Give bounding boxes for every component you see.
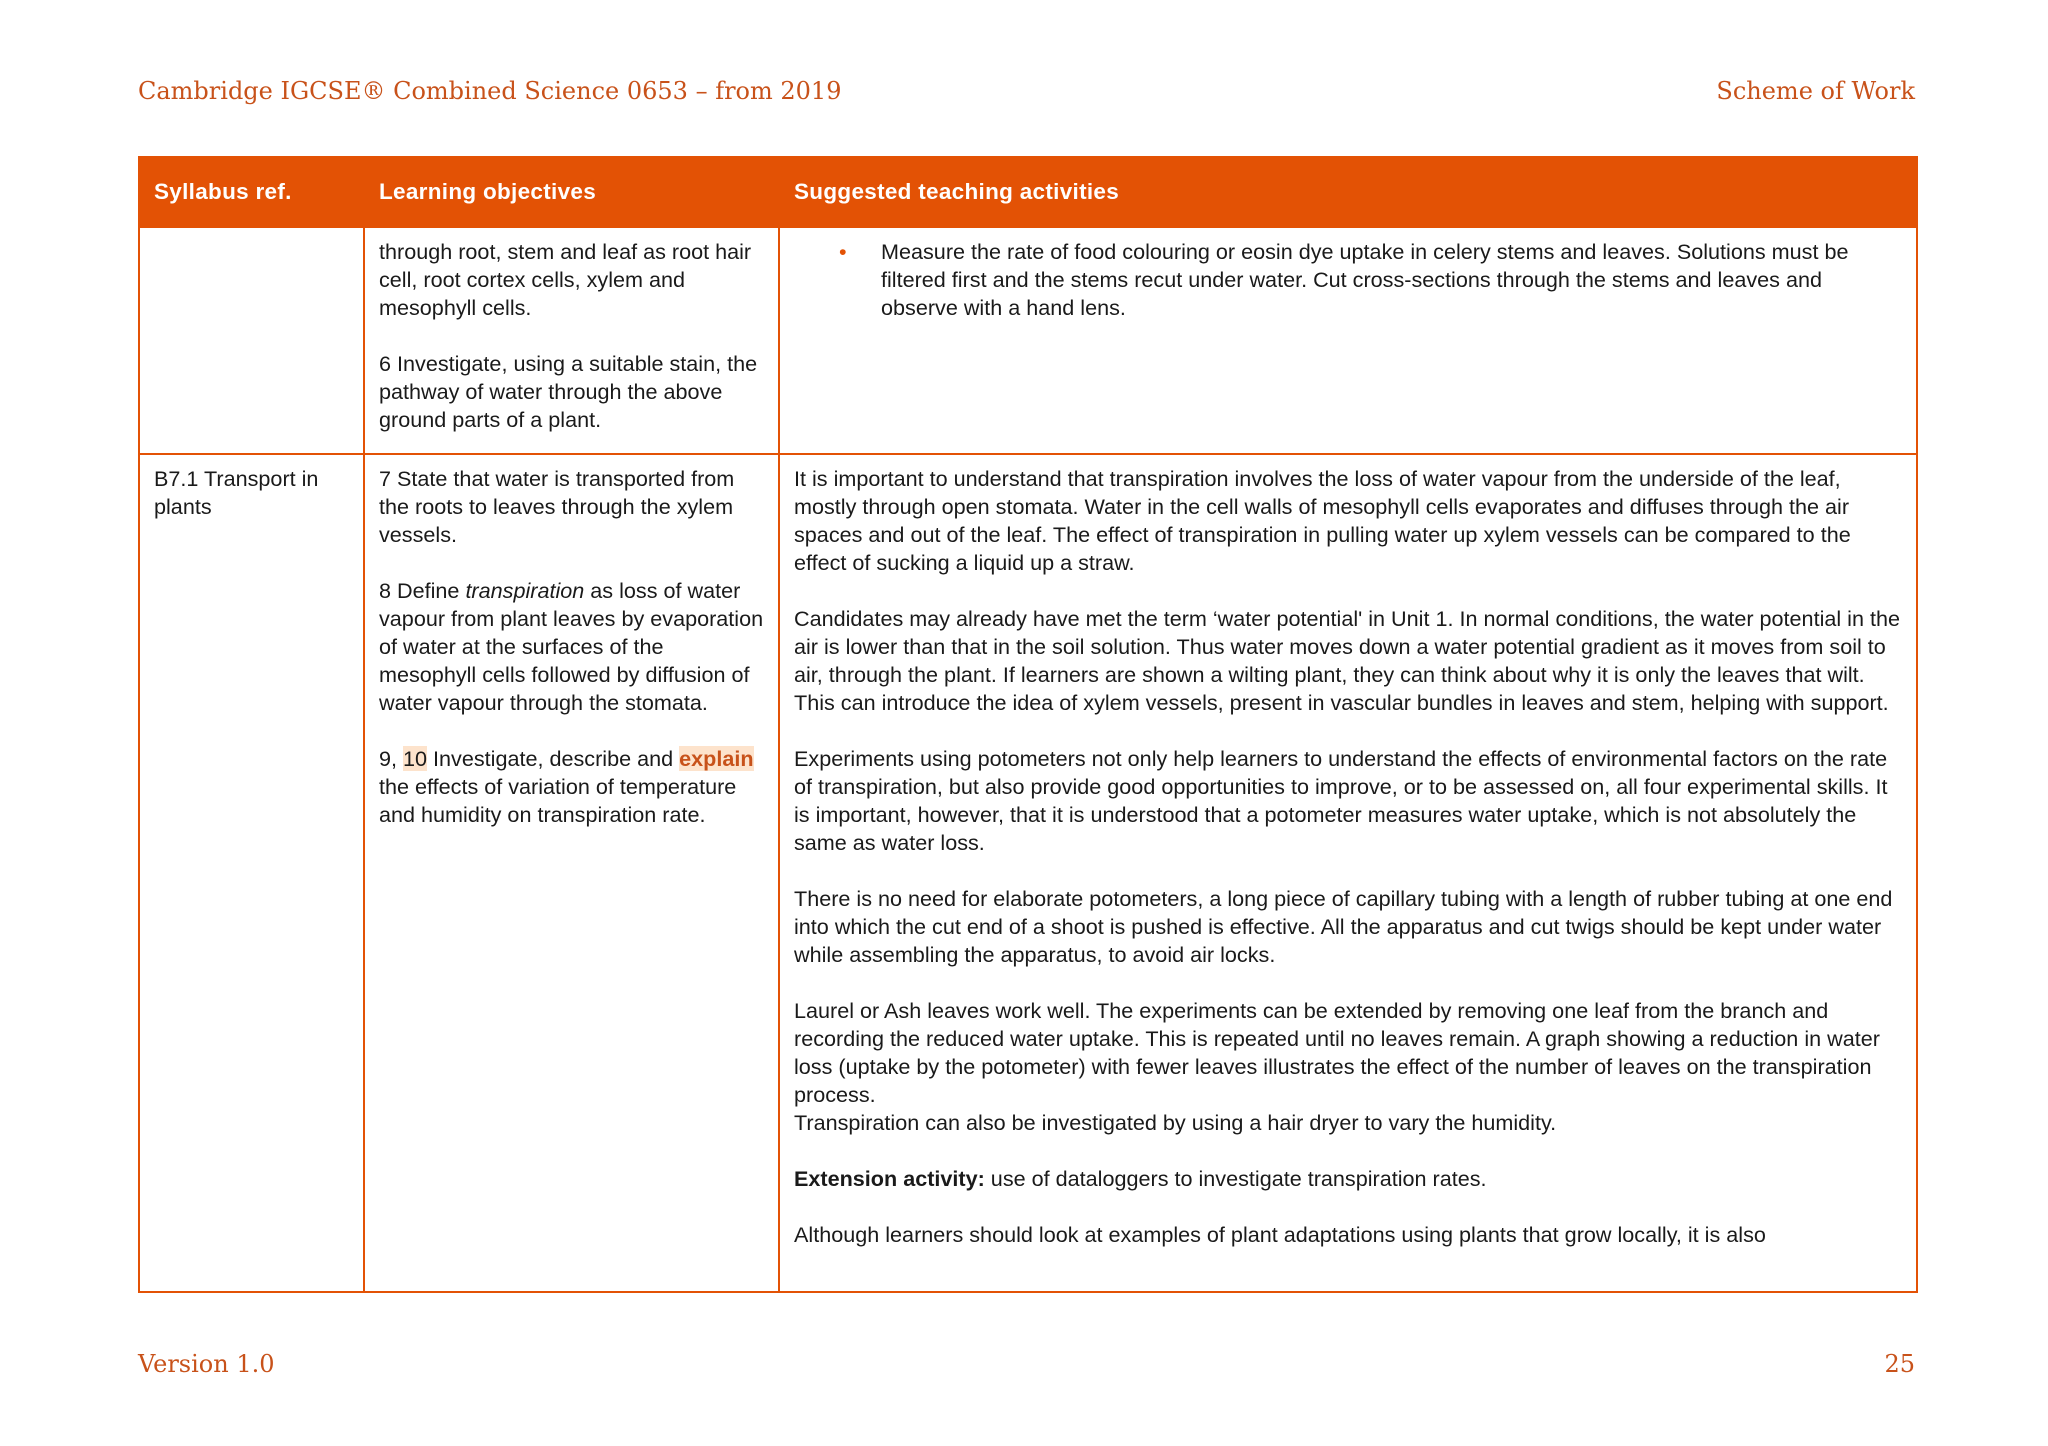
page-footer — [138, 1350, 1915, 1378]
document-type: Scheme of Work — [1716, 77, 1915, 105]
table-header-row — [139, 157, 1917, 227]
table-row — [139, 454, 1917, 1292]
teaching-activities-cell — [779, 227, 1917, 454]
objective-9-10: 9, 10 Investigate, describe and explain the effects of variation of temperature and humidity on transpiration rate. — [379, 746, 754, 827]
objective-6: 6 Investigate, using a suitable stain, the pathway of water through the above ground parts of a plant. — [379, 351, 758, 432]
activity-paragraph: Although learners should look at examples of plant adaptations using plants that grow locally, it is also — [794, 1222, 1766, 1247]
version-label: Version 1.0 — [138, 1350, 275, 1378]
document-title: Cambridge IGCSE® Combined Science 0653 – from 2019 — [138, 77, 842, 105]
supplement-highlight: 10 — [403, 746, 428, 771]
column-header-syllabus-ref: Syllabus ref. — [139, 157, 364, 227]
teaching-activities-cell — [779, 454, 1917, 1292]
activity-paragraph: It is important to understand that transpiration involves the loss of water vapour from the underside of the leaf, mostly through open stomata. Water in the cell walls of mesophyll cells evaporates and diffuses through the air spaces and out of the leaf. The effect of transpiration in pulling water up xylem vessels can be compared to the effect of sucking a liquid up a straw. — [794, 466, 1851, 575]
table-row — [139, 227, 1917, 454]
column-header-learning-objectives: Learning objectives — [364, 157, 779, 227]
page-number: 25 — [1884, 1350, 1915, 1378]
activity-paragraph: Laurel or Ash leaves work well. The experiments can be extended by removing one leaf from the branch and recording the reduced water uptake. This is repeated until no leaves remain. A graph showing a reduction in water loss (uptake by the potometer) with fewer leaves illustrates the effect of the number of leaves on the transpiration process. Transpiration can also be investigated by using a hair dryer to vary the humidity. — [794, 998, 1880, 1135]
column-header-teaching-activities: Suggested teaching activities — [779, 157, 1917, 227]
extension-activity: Extension activity: use of dataloggers to investigate transpiration rates. — [794, 1166, 1487, 1191]
learning-objectives-cell — [364, 454, 779, 1292]
key-term: transpiration — [465, 578, 585, 603]
objective-7: 7 State that water is transported from the roots to leaves through the xylem vessels. — [379, 466, 735, 547]
objective-text: through root, stem and leaf as root hair cell, root cortex cells, xylem and mesophyll cells. — [379, 239, 752, 320]
syllabus-ref-cell — [139, 227, 364, 454]
page-header — [138, 77, 1915, 105]
activity-paragraph: There is no need for elaborate potometers, a long piece of capillary tubing with a length of rubber tubing at one end into which the cut end of a shoot is pushed is effective. All the apparatus and cut twigs should be kept under water while assembling the apparatus, to avoid air locks. — [794, 886, 1893, 967]
extension-label: Extension activity: — [794, 1166, 985, 1191]
syllabus-ref-cell: B7.1 Transport in plants — [139, 454, 364, 1292]
activity-paragraph: Experiments using potometers not only help learners to understand the effects of environmental factors on the rate of transpiration, but also provide good opportunities to improve, or to be assessed on, all four experimental skills. It is important, however, that it is understood that a potometer measures water uptake, which is not absolutely the same as water loss. — [794, 746, 1888, 855]
supplement-highlight: explain — [679, 746, 754, 771]
activity-bullet-list — [794, 238, 1904, 322]
scheme-of-work-table — [138, 156, 1918, 1293]
activity-paragraph: Candidates may already have met the term ‘water potential' in Unit 1. In normal conditions, the water potential in the air is lower than that in the soil solution. Thus water moves down a water potential gradient as it moves from soil to air, through the plant. If learners are shown a wilting plant, they can think about why it is only the leaves that wilt. This can introduce the idea of xylem vessels, present in vascular bundles in leaves and stem, helping with support. — [794, 606, 1900, 715]
activity-bullet-item: • Measure the rate of food colouring or eosin dye uptake in celery stems and leaves. Solutions must be filtered first and the stems recut under water. Cut cross-sections through the stems and leaves and observe with a hand lens. — [881, 238, 1904, 322]
learning-objectives-cell — [364, 227, 779, 454]
objective-8: 8 Define transpiration as loss of water vapour from plant leaves by evaporation of water at the surfaces of the mesophyll cells followed by diffusion of water vapour through the stomata. — [379, 578, 764, 715]
